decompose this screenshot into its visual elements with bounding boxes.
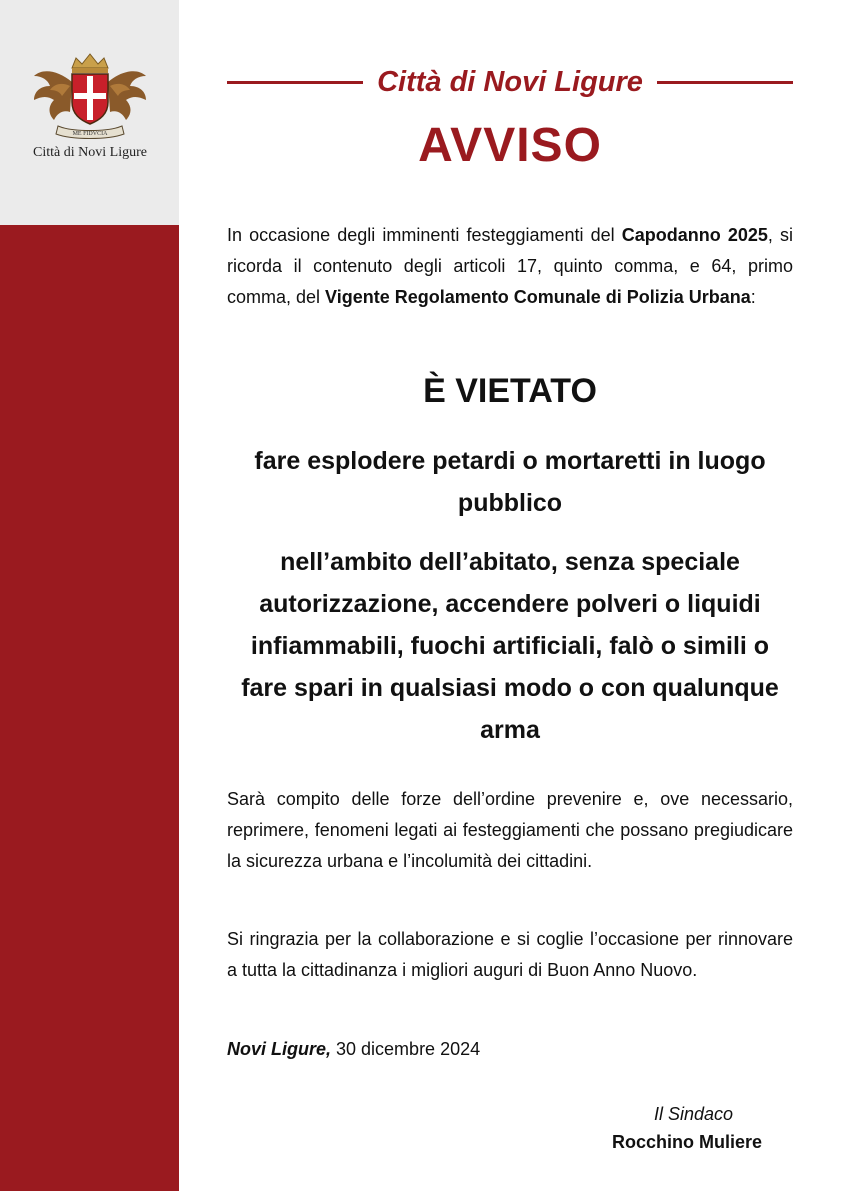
- closing-paragraph-1: Sarà compito delle forze dell’ordine prevenire e, ove necessario, reprimere, fenomeni legati ai festeggiamenti che possano pregiudicare la sicurezza urbana e l’incolumità dei cittadini.: [227, 789, 793, 871]
- crest-motto: ME FIDVCIA: [72, 131, 108, 137]
- city-crest: [20, 52, 160, 172]
- crest-caption: Città di Novi Ligure: [33, 145, 147, 160]
- signature-role: Il Sindaco: [654, 1104, 734, 1124]
- notice-title: AVVISO: [418, 119, 602, 172]
- coat-of-arms-icon: [28, 52, 152, 144]
- city-title: Città di Novi Ligure: [377, 65, 643, 98]
- intro-text-1: In occasione degli imminenti festeggiamenti del: [227, 225, 622, 245]
- closing-paragraph-2: Si ringrazia per la collaborazione e si coglie l’occasione per rinnovare a tutta la cittadinanza i migliori auguri di Buon Anno Nuovo.: [227, 929, 793, 980]
- sidebar-red-band: [0, 225, 179, 1191]
- intro-paragraph: [227, 220, 793, 313]
- intro-text-3: :: [750, 287, 756, 307]
- prohibition-heading: È VIETATO: [423, 372, 597, 410]
- intro-bold-regulation: Vigente Regolamento Comunale di Polizia Urbana: [325, 287, 751, 307]
- header-rule-right: [657, 81, 793, 84]
- notice-body: [179, 0, 842, 1191]
- intro-bold-event: Capodanno 2025: [621, 225, 768, 245]
- date-line: [227, 1034, 793, 1065]
- date-place: Novi Ligure,: [227, 1039, 332, 1059]
- date-value: 30 dicembre 2024: [331, 1039, 481, 1059]
- intro-text-2: , si ricorda il contenuto degli articoli 17, quinto comma, e 64, primo comma, del: [227, 225, 793, 307]
- prohibition-item-1: fare esplodere petardi o mortaretti in luogo pubblico: [254, 447, 766, 517]
- signature-name: Rocchino Muliere: [612, 1132, 763, 1152]
- signature-block: [569, 1100, 819, 1156]
- sidebar-header-panel: [0, 0, 179, 225]
- header-rule-left: [227, 81, 363, 84]
- prohibition-item-2: nell’ambito dell’abitato, senza speciale autorizzazione, accendere polveri o liquidi infiammabili, fuochi artificiali, falò o simili o fare spari in qualsiasi modo o con qualunque arma: [241, 548, 779, 744]
- header-row: [227, 62, 793, 102]
